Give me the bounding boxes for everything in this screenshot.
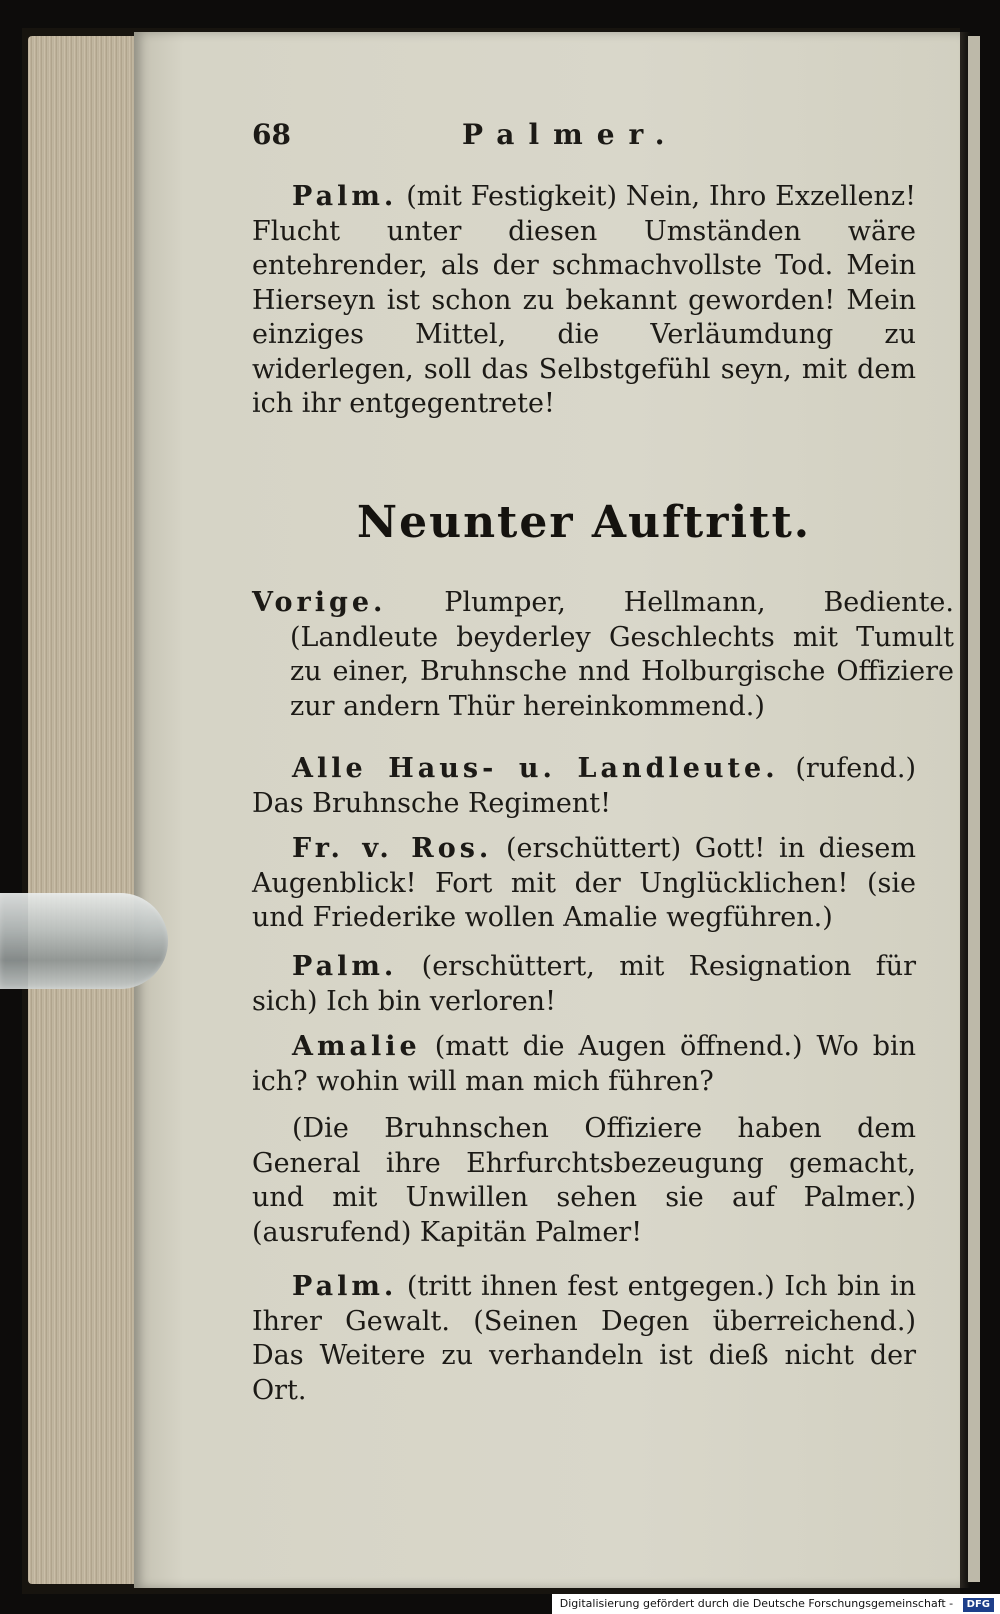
paragraph-text: (mit Festigkeit) Nein, Ihro Exzellenz! Flucht unter diesen Umständen wäre entehrender, als der schmachvollste Tod. Mein Hierseyn ist schon zu bekannt geworden! Mein einziges Mittel, die Verläumdung zu widerlegen, soll das Selbstgefühl seyn, mit dem ich ihr entgegentrete! [252,181,916,419]
dfg-logo: DFG [963,1598,994,1612]
paragraph-text: (erschüttert, mit Resignation für sich) Ich bin verloren! [252,951,916,1017]
paragraph-text: (Die Bruhnschen Offiziere haben dem General ihre Ehrfurchtsbezeugung gemacht, und mit Unwillen sehen sie auf Palmer.) (ausrufend) Kapitän Palmer! [252,1113,916,1248]
page-header [252,118,916,158]
speaker-name: Alle Haus- u. Landleute. [292,753,779,784]
paragraph-8 [252,1270,916,1408]
paragraph-1 [252,180,916,422]
page-number: 68 [252,118,291,151]
scene-heading: Neunter Auftritt. [356,497,812,548]
paragraph-2 [252,586,954,724]
page-edges [28,36,134,1584]
paragraph-5 [252,950,916,1019]
running-title: Palmer. [462,118,679,151]
digitization-credit [552,1594,1000,1614]
paragraph-7 [252,1112,916,1250]
page-holder-clip [0,893,168,989]
speaker-name: Amalie [292,1031,421,1062]
paragraph-6 [252,1030,916,1099]
paragraph-text: Plumper, Hellmann, Bediente. (Landleute beyderley Geschlechts mit Tumult zu einer, Bruhnsche nnd Holburgische Offiziere zur andern Thür hereinkommend.) [290,587,954,722]
next-page-edge [968,36,980,1582]
speaker-name: Fr. v. Ros. [292,833,493,864]
paragraph-3 [252,752,916,821]
credit-text: Digitalisierung gefördert durch die Deutsche Forschungsgemeinschaft - [559,1597,954,1610]
paragraph-text: (matt die Augen öffnend.) Wo bin ich? wohin will man mich führen? [252,1031,917,1097]
speaker-name: Vorige. [252,587,387,618]
paragraph-text: (tritt ihnen fest entgegen.) Ich bin in Ihrer Gewalt. (Seinen Degen überreichend.) Das Weitere zu verhandeln ist dieß nicht der Ort. [252,1271,916,1406]
paragraph-4 [252,832,916,936]
speaker-name: Palm. [292,1271,398,1302]
paragraph-text: (erschüttert) Gott! in diesem Augenblick! Fort mit der Unglücklichen! (sie und Friederike wollen Amalie wegführen.) [252,833,916,933]
speaker-name: Palm. [292,181,398,212]
paragraph-text: (rufend.) Das Bruhnsche Regiment! [252,753,916,819]
speaker-name: Palm. [292,951,398,982]
